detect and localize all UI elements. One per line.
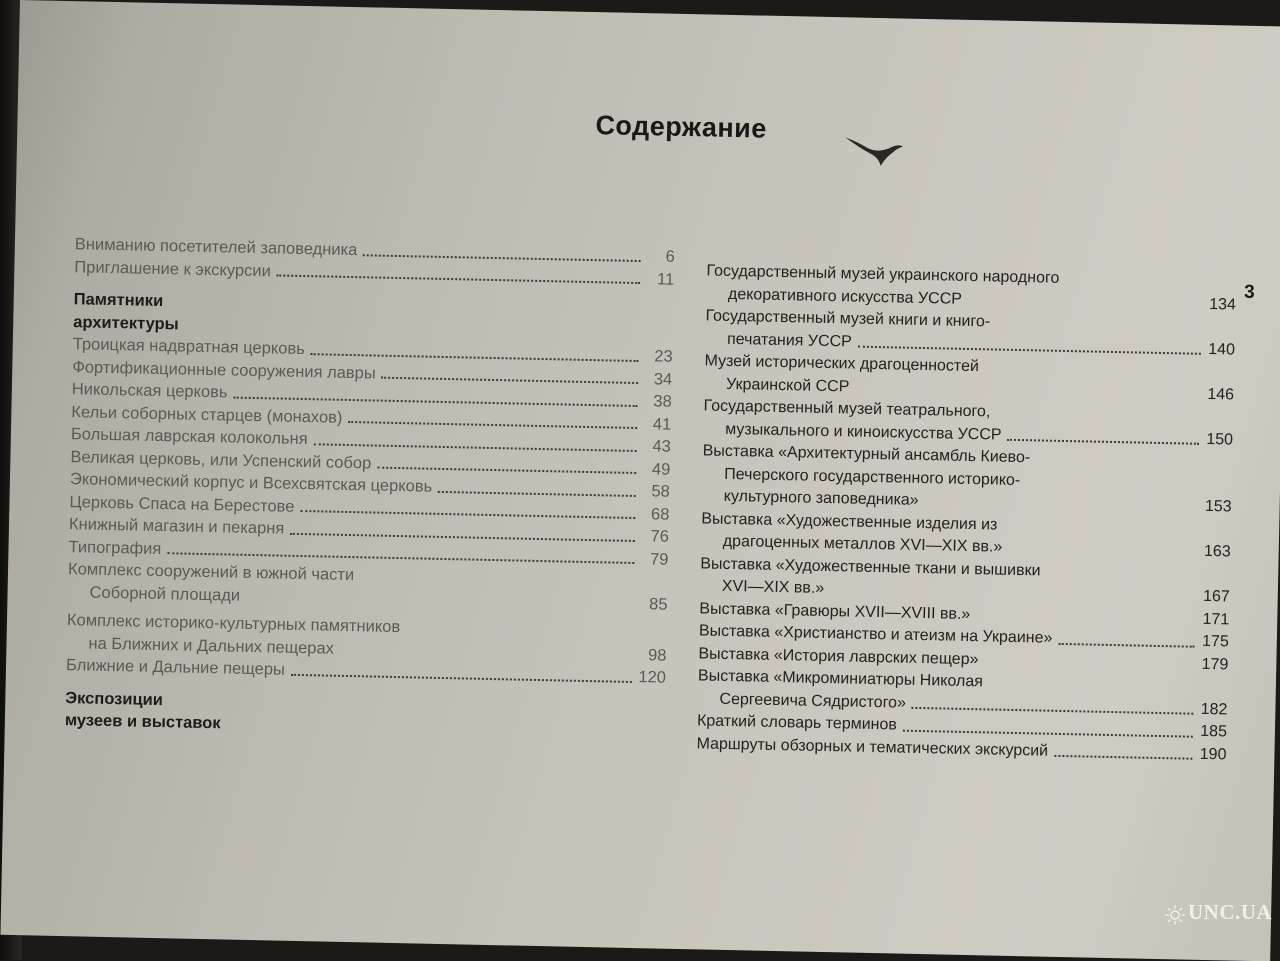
watermark-text: UNC.UA [1188, 900, 1273, 924]
toc-entry: Типография 79 [68, 537, 669, 569]
toc-entry-multiline: Выставка «Архитектурный ансамбль Киево- Печерского государственного историко- культурного заповедника» 153 [702, 442, 1232, 516]
toc-entry: Экономический корпус и Всехсвятская церковь 58 [69, 470, 671, 501]
toc-entry-multiline: Комплекс сооружений в южной части Соборной площади 85 [67, 560, 668, 614]
toc-entry: Никольская церковь 38 [71, 380, 672, 411]
toc-entry-multiline: Музей исторических драгоценностей Украинской ССР 146 [704, 352, 1235, 404]
toc-entry: Фортификационные сооружения лавры 34 [72, 357, 673, 389]
toc-entry: Церковь Спаса на Берестове 68 [69, 492, 670, 524]
toc-entry: Приглашение к экскурсии 11 [74, 257, 675, 289]
toc-entry-multiline: Комплекс историко-культурных памятников на Ближних и Дальних пещерах 98 [66, 611, 667, 665]
toc-entry: Большая лаврская колокольня 43 [70, 425, 671, 456]
watermark-sun-icon [1164, 904, 1186, 926]
leader-dots [363, 253, 641, 262]
toc-entry: Выставка «История лаврских пещер» 179 [698, 644, 1229, 673]
toc-entry-multiline: Выставка «Микроминиатюры Николая Сергеевича Сядристого» 182 [697, 667, 1228, 718]
toc-entry: Вниманию посетителей заповедника 6 [74, 235, 675, 266]
monuments-list [66, 333, 673, 689]
toc-entry: Выставка «Гравюры XVII—XVIII вв.» 171 [699, 599, 1230, 628]
section-heading-expositions: Экспозиции музеев и выставок [64, 688, 221, 733]
toc-entry: Ближние и Дальние пещеры 120 [65, 656, 667, 687]
toc-left-column [65, 233, 675, 744]
toc-entry: Троицкая надвратная церковь 23 [72, 335, 673, 366]
toc-entry-multiline: Выставка «Художественные ткани и вышивки XVI—XIX вв.» 167 [700, 554, 1230, 606]
page-title: Содержание [595, 110, 768, 144]
toc-entry-multiline: Выставка «Художественные изделия из драгоценных металлов XVI—XIX вв.» 163 [701, 509, 1231, 561]
toc-right-column [696, 260, 1236, 766]
bird-ornament-icon [843, 131, 906, 168]
section-heading-monuments: Памятники архитектуры [73, 290, 179, 333]
toc-entry: Великая церковь, или Успенский собор 49 [70, 447, 671, 479]
toc-entry: Выставка «Христианство и атеизм на Украине» 175 [698, 622, 1229, 651]
toc-entry-multiline: Государственный музей украинского народного декоративного искусства УССР 134 [706, 262, 1237, 314]
toc-entry: Маршруты обзорных и тематических экскурсий 190 [696, 734, 1227, 763]
toc-entry: Книжный магазин и пекарня 76 [68, 515, 670, 546]
page-number: 3 [1243, 281, 1255, 303]
toc-entry-multiline: Государственный музей театрального, музыкального и киноискусства УССР 150 [703, 397, 1234, 448]
toc-intro-group [74, 233, 675, 291]
toc-entry: Кельи соборных старцев (монахов) 41 [71, 402, 672, 434]
toc-entry-multiline: Государственный музей книги и книго- печатания УССР 140 [705, 307, 1236, 359]
leader-dots [277, 273, 641, 284]
toc-entry: Краткий словарь терминов 185 [696, 712, 1228, 741]
